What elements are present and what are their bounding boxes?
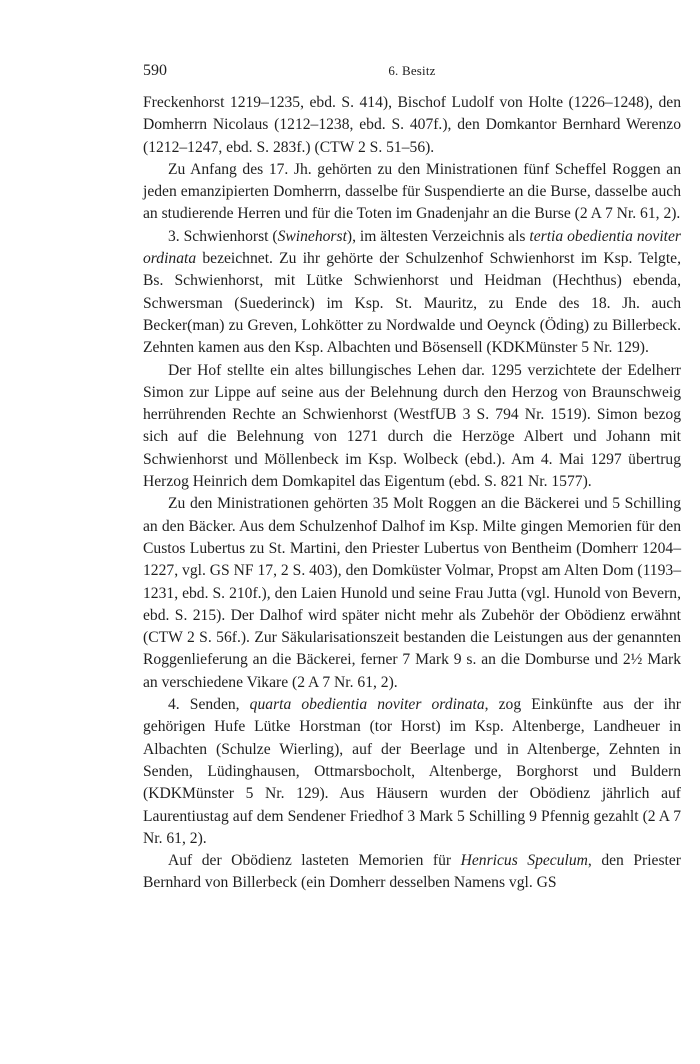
italic-run: tertia obedientia noviter ordinata [143, 227, 681, 268]
text-run: Freckenhorst 1219–1235, ebd. S. 414), Bischof Ludolf von Holte (1226–1248), den Domherrn Nicolaus (1212–1238, ebd. S. 407f.), den Domkantor Bernhard Werenzo (1212–1247, ebd. S. 283f.) (CTW 2 S. 51–56). [143, 94, 681, 156]
text-run: , den Priester Bernhard von Billerbeck (ein Domherr desselben Namens vgl. GS [143, 852, 681, 892]
paragraph [143, 226, 681, 360]
running-title: 6. Besitz [388, 63, 436, 78]
paragraph [143, 92, 681, 159]
paragraph [143, 360, 681, 494]
text-run: Der Hof stellte ein altes billungisches Lehen dar. 1295 verzichtete der Edelherr Simon zur Lippe auf seine aus der Belehnung durch den Herzog von Braunschweig herrührenden Rechte an Schwienhorst (WestfUB 3 S. 794 Nr. 1519). Simon bezog sich auf die Belehnung von 1271 durch die Herzöge Albert und Johann mit Schwienhorst und Möllenbeck im Ksp. Wolbeck (ebd.). Am 4. Mai 1297 übertrug Herzog Heinrich dem Domkapitel das Eigentum (ebd. S. 821 Nr. 1577). [143, 361, 681, 491]
text-run: 4. Senden, [168, 696, 250, 714]
page-number: 590 [143, 62, 167, 79]
paragraph [143, 850, 681, 895]
text-run: ), im ältesten Verzeichnis als [346, 227, 530, 245]
italic-run: quarta obedientia noviter ordinata [249, 696, 485, 714]
text-run: , zog Einkünfte aus der ihr gehörigen Hufe Lütke Horstman (tor Horst) im Ksp. Altenberge, Landheuer in Albachten (Schulze Wierling), auf der Beerlage und in Altenberge, Zehnten in Senden, Lüdinghausen, Ottmarsbocholt, Altenberge, Borghorst und Buldern (KDKMünster 5 Nr. 129). Aus Häusern wurden der Obödienz jährlich auf Laurentiustag auf dem Sendener Friedhof 3 Mark 5 Schilling 9 Pfennig gezahlt (2 A 7 Nr. 61, 2). [143, 696, 682, 847]
paragraph [143, 493, 681, 694]
text-run: Zu Anfang des 17. Jh. gehörten zu den Ministrationen fünf Scheffel Roggen an jeden emanzipierten Domherrn, dasselbe für Suspendierte an die Burse, dasselbe auch an studierende Herren und für die Toten im Gnadenjahr an die Burse (2 A 7 Nr. 61, 2). [143, 160, 681, 223]
text-run: Zu den Ministrationen gehörten 35 Molt Roggen an die Bäckerei und 5 Schilling an den Bäcker. Aus dem Schulzenhof Dalhof im Ksp. Milte gingen Memorien für den Custos Lubertus zu St. Martini, den Priester Lubertus von Bentheim (Domherr 1204–1227, vgl. GS NF 17, 2 S. 403), den Domküster Volmar, Propst am Alten Dom (1193–1231, ebd. S. 210f.), den Laien Hunold und seine Frau Jutta (vgl. Hunold von Bevern, ebd. S. 215). Der Dalhof wird später nicht mehr als Zubehör der Obödienz erwähnt (CTW 2 S. 56f.). Zur Säkularisationszeit bestanden die Leistungen aus der genannten Roggenlieferung an die Bäckerei, ferner 7 Mark 9 s. an die Domburse und 2½ Mark an verschiedene Vikare (2 A 7 Nr. 61, 2). [143, 495, 681, 691]
body-text [143, 92, 681, 895]
italic-run: Swinehorst [277, 227, 347, 245]
text-run: bezeichnet. Zu ihr gehörte der Schulzenhof Schwienhorst im Ksp. Telgte, Bs. Schwienhorst, mit Lütke Schwienhorst und Heidman (Hechthus) ebenda, Schwersman (Suederinck) im Ksp. St. Mauritz, zu Ende des 18. Jh. auch Becker(man) zu Greven, Lohkötter zu Nordwalde und Oeynck (Öding) zu Billerbeck. Zehnten kamen aus den Ksp. Albachten und Bösensell (KDKMünster 5 Nr. 129). [143, 250, 681, 357]
paragraph [143, 694, 681, 850]
page-header [143, 62, 681, 82]
text-run: 3. Schwienhorst ( [168, 227, 278, 245]
italic-run: Henricus Speculum [460, 852, 588, 870]
text-run: Auf der Obödienz lasteten Memorien für [168, 852, 461, 870]
paragraph [143, 159, 681, 226]
